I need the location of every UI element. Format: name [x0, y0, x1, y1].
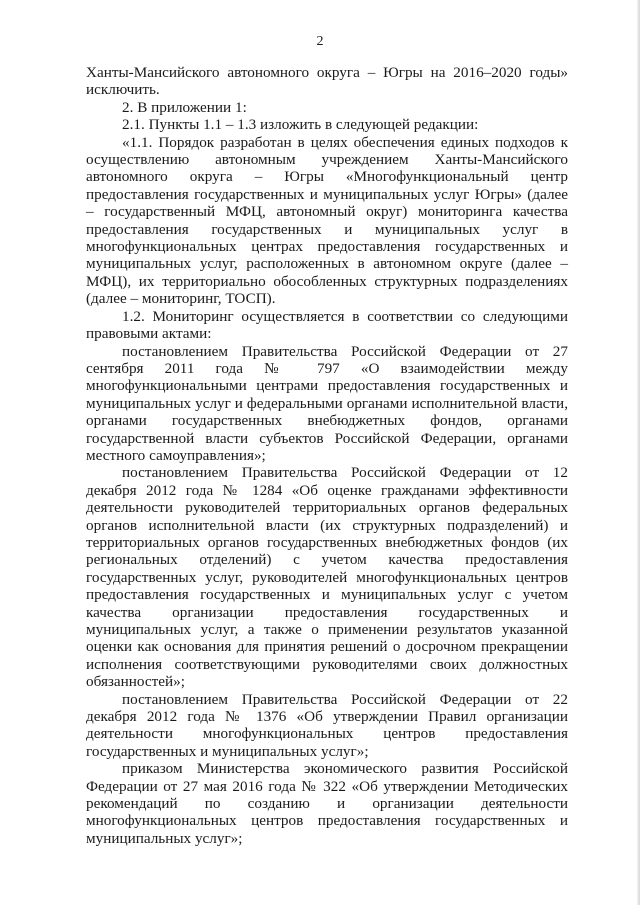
paragraph-decree-797: постановлением Правительства Российской Федерации от 27 сентября 2011 года № 797 «О взаимодействии между многофункциональными центрами предоставления государственных и муниципальных услуг и федеральными органами исполнительной власти, органами государственных внебюджетных фондов, органами государственной власти субъектов Российской Федерации, органами местного самоуправления»;	[86, 342, 568, 464]
paragraph-decree-1284: постановлением Правительства Российской Федерации от 12 декабря 2012 года № 1284 «Об оценке гражданами эффективности деятельности руководителей территориальных органов федеральных органов исполнительной власти (их структурных подразделений) и территориальных органов государственных внебюджетных фондов (их региональных отделений) с учетом качества предоставления государственных услуг, руководителей многофункциональных центров предоставления государственных и муниципальных услуг с учетом качества организации предоставления государственных и муниципальных услуг, а также о применении результатов указанной оценки как основания для принятия решений о досрочном прекращении исполнения соответствующими руководителями своих должностных обязанностей»;	[86, 464, 568, 691]
paragraph-decree-1376: постановлением Правительства Российской Федерации от 22 декабря 2012 года № 1376 «Об утверждении Правил организации деятельности многофункциональных центров предоставления государственных и муниципальных услуг»;	[86, 690, 568, 760]
paragraph-order-322: приказом Министерства экономического развития Российской Федерации от 27 мая 2016 года № 322 «Об утверждении Методических рекомендаций по созданию и организации деятельности многофункциональных центров предоставления государственных и муниципальных услуг»;	[86, 760, 568, 847]
document-body	[86, 64, 568, 847]
paragraph-clause-2-1: 2.1. Пункты 1.1 – 1.3 изложить в следующей редакции:	[122, 116, 479, 134]
paragraph-clause-1-2: 1.2. Мониторинг осуществляется в соответствии со следующими правовыми актами:	[86, 307, 568, 343]
paragraph-continuation: Ханты-Мансийского автономного округа – Югры на 2016–2020 годы» исключить.	[86, 64, 568, 99]
paragraph-clause-1-1: «1.1. Порядок разработан в целях обеспечения единых подходов к осуществлению автономным учреждением Ханты-Мансийского автономного округа – Югры «Многофункциональный центр предоставления государственных и муниципальных услуг Югры» (далее – государственный МФЦ, автономный округ) мониторинга качества предоставления государственных и муниципальных услуг в многофункциональных центрах предоставления государственных и муниципальных услуг, расположенных в автономном округе (далее – МФЦ), их территориально обособленных структурных подразделениях (далее – мониторинг, ТОСП).	[86, 133, 568, 308]
page-number: 2	[316, 34, 324, 49]
paragraph-appendix-intro: 2. В приложении 1:	[122, 98, 247, 116]
